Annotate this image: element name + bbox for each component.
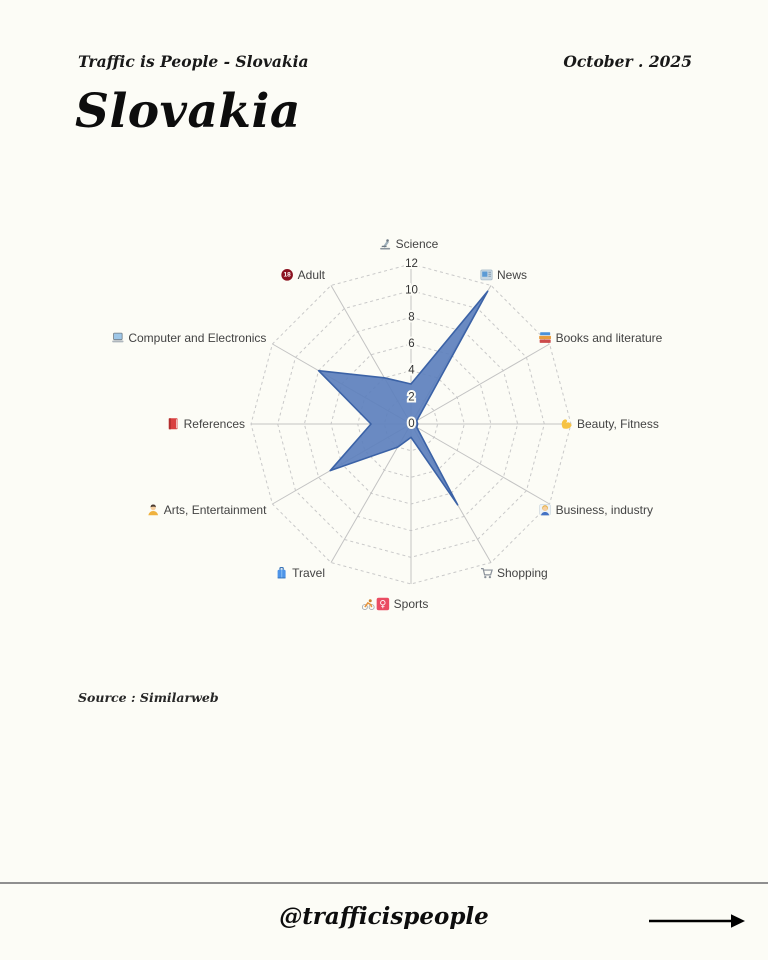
svg-text:18: 18 [283, 271, 291, 279]
category-label: Computer and Electronics [128, 331, 267, 345]
header-date: October . 2025 [563, 52, 692, 71]
category-label: Business, industry [555, 503, 653, 517]
radar-tick-label: 12 [405, 258, 418, 270]
category-label: Shopping [497, 565, 548, 580]
category-label: Travel [292, 565, 325, 580]
category-label: Sports [393, 597, 429, 611]
books-icon [539, 332, 551, 343]
header-brand: Traffic is People - Slovakia [78, 52, 309, 71]
newspaper-icon [481, 270, 492, 280]
radar-data-polygon [319, 291, 488, 505]
right-arrow-icon [646, 908, 748, 934]
woman-biking-icon [362, 598, 389, 611]
page-title: Slovakia [75, 84, 301, 139]
category-label: Arts, Entertainment [163, 503, 267, 517]
flexed-biceps-icon [562, 419, 572, 428]
category-label: Beauty, Fitness [577, 417, 659, 431]
footer-divider [0, 882, 768, 884]
footer-handle: @trafficispeople [279, 903, 489, 930]
office-worker-icon [540, 504, 551, 515]
radar-tick-label: 10 [405, 284, 418, 297]
category-label: Books and literature [555, 331, 663, 345]
category-label: Adult [297, 268, 325, 283]
shopping-cart-icon [481, 569, 492, 579]
radar-tick-label: 0 [408, 418, 415, 430]
radar-tick-label: 8 [408, 311, 415, 324]
18-plus-icon [281, 269, 293, 281]
microscope-icon [380, 239, 390, 249]
radar-tick-label: 4 [408, 364, 415, 377]
red-book-icon [169, 418, 178, 429]
radar-tick-label: 6 [408, 338, 415, 350]
category-label: News [497, 268, 528, 283]
svg-text:♀: ♀ [379, 598, 387, 610]
radar-tick-label: 2 [408, 391, 415, 404]
source-note: Source : Similarweb [78, 690, 219, 705]
artist-icon [148, 505, 158, 516]
category-label: Science [395, 237, 439, 251]
category-label: References [183, 417, 245, 431]
luggage-icon [278, 568, 286, 579]
laptop-icon [112, 333, 123, 342]
